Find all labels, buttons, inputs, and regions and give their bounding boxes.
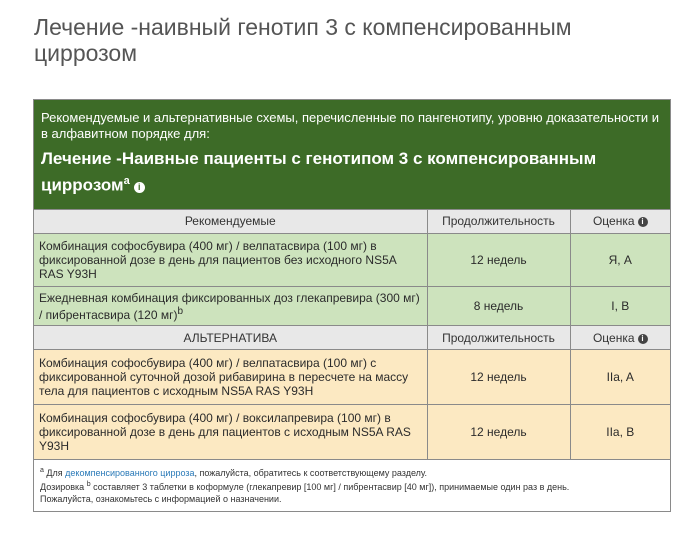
duration-cell: 12 недель	[427, 350, 570, 405]
card-heading	[41, 148, 663, 197]
rating-header	[570, 326, 670, 350]
regimen-cell: Комбинация софосбувира (400 мг) / велпатасвира (100 мг) с фиксированной суточной дозой рибавирина в пересчете на массу тела для пациентов с исходным NS5A RAS Y93H	[34, 350, 427, 405]
footnote-b-text: составляет 3 таблетки в коформуле (глекапревир [100 мг] / пибрентасвир [40 мг]), принимаемые один раз в день.	[93, 482, 570, 493]
page-title: Лечение -наивный генотип 3 с компенсированным циррозом	[34, 14, 572, 66]
prescribing-note: Пожалуйста, ознакомьтесь с информацией о назначении.	[40, 494, 282, 505]
footnote-a-marker[interactable]: a	[123, 175, 130, 187]
duration-cell: 12 недель	[427, 405, 570, 460]
duration-cell: 8 недель	[427, 287, 570, 326]
rating-cell: IIa, B	[570, 405, 670, 460]
footnote-b	[40, 479, 664, 493]
table-row	[34, 287, 670, 326]
rating-header	[570, 210, 670, 234]
duration-header: Продолжительность	[427, 210, 570, 234]
recommendation-card	[33, 99, 671, 512]
footnote-a-tail: , пожалуйста, обратитесь к соответствующему разделу.	[194, 468, 428, 479]
footnote-b-prefix: Дозировка	[40, 482, 85, 493]
footnote-a-label: a	[40, 467, 44, 475]
alternative-header-regimen: АЛЬТЕРНАТИВА	[34, 326, 427, 350]
rating-cell: IIa, A	[570, 350, 670, 405]
rating-cell: Я, А	[570, 234, 670, 287]
footnote-b-label: b	[86, 481, 91, 489]
regimen-table	[34, 210, 670, 461]
regimen-cell	[34, 287, 427, 326]
card-heading-text: Лечение -Наивные пациенты с генотипом 3 с компенсированным циррозом	[41, 149, 597, 195]
regimen-cell: Комбинация софосбувира (400 мг) / воксилапревира (100 мг) в фиксированной дозе в день для пациентов с исходным NS5A RAS Y93H	[34, 405, 427, 460]
table-row	[34, 405, 670, 460]
card-header	[34, 100, 670, 210]
rating-header-label: Оценка	[592, 214, 635, 229]
card-intro-text: Рекомендуемые и альтернативные схемы, перечисленные по пангенотипу, уровню доказательности и в алфавитном порядке для:	[41, 110, 659, 141]
rating-info-icon[interactable]: i	[638, 217, 648, 227]
footnotes	[34, 460, 670, 511]
decompensated-cirrhosis-link[interactable]: декомпенсированного цирроза	[65, 468, 195, 479]
footnote-b-marker[interactable]: b	[177, 305, 184, 317]
rating-cell: I, B	[570, 287, 670, 326]
recommended-header-row	[34, 210, 670, 234]
alternative-header-row	[34, 326, 670, 350]
rating-info-icon[interactable]: i	[638, 334, 648, 344]
rating-header-label: Оценка	[592, 330, 635, 345]
table-row	[34, 350, 670, 405]
info-icon[interactable]: i	[134, 182, 145, 193]
regimen-text: Ежедневная комбинация фиксированных доз глекапревира (300 мг) / пибрентасвира (120 мг)	[39, 290, 420, 322]
recommended-header-regimen: Рекомендуемые	[34, 210, 427, 234]
duration-cell: 12 недель	[427, 234, 570, 287]
footnote-a-text: Для	[46, 468, 63, 479]
duration-header: Продолжительность	[427, 326, 570, 350]
footnote-a	[40, 465, 664, 479]
table-row	[34, 234, 670, 287]
regimen-cell: Комбинация софосбувира (400 мг) / велпатасвира (100 мг) в фиксированной дозе в день для пациентов без исходного NS5A RAS Y93H	[34, 234, 427, 287]
